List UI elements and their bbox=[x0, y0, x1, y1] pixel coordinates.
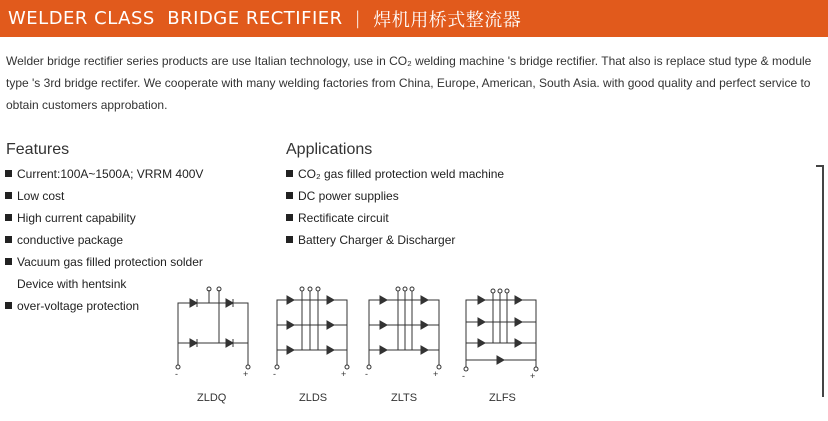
features-heading: Features bbox=[6, 141, 70, 158]
feature-label: over-voltage protection bbox=[17, 299, 140, 313]
circuit-zldq bbox=[176, 287, 250, 369]
intro-paragraph: Welder bridge rectifier series products are use Italian technology, use in CO₂ welding machine 's bridge rectifier. That also is replace stud type & module type 's 3rd bridge rectifer. We cooperate with many welding factories from China, Europe, American, South Asia. with good quality and perfect service to obtain customers approbation. bbox=[6, 54, 812, 112]
minus-terminal: - bbox=[365, 369, 368, 379]
application-item bbox=[286, 229, 504, 251]
diagram-label-zldq: ZLDQ bbox=[197, 392, 227, 404]
title-chinese: 焊机用桥式整流器 bbox=[373, 9, 522, 31]
bullet-square-icon bbox=[286, 192, 293, 199]
plus-terminal: + bbox=[341, 369, 347, 379]
bullet-square-icon bbox=[5, 170, 12, 177]
bullet-square-icon bbox=[5, 192, 12, 199]
diagram-label-zlds: ZLDS bbox=[299, 392, 328, 404]
feature-label: Current:100A~1500A; VRRM 400V bbox=[17, 167, 204, 181]
feature-item bbox=[5, 229, 203, 251]
side-bracket-line bbox=[822, 165, 824, 397]
bullet-square-icon bbox=[286, 236, 293, 243]
minus-terminal: - bbox=[175, 369, 178, 379]
feature-label: Vacuum gas filled protection solder bbox=[17, 255, 203, 269]
feature-item bbox=[5, 163, 203, 185]
feature-item bbox=[5, 251, 203, 273]
applications-heading: Applications bbox=[286, 141, 373, 158]
applications-list bbox=[286, 163, 504, 251]
diagram-label-zlfs: ZLFS bbox=[489, 392, 516, 404]
application-label: Battery Charger & Discharger bbox=[298, 233, 456, 247]
circuit-diagrams bbox=[0, 285, 560, 415]
minus-terminal: - bbox=[273, 369, 276, 379]
application-item bbox=[286, 163, 504, 185]
title-bar bbox=[0, 0, 828, 37]
application-item bbox=[286, 185, 504, 207]
bullet-square-icon bbox=[5, 236, 12, 243]
bullet-square-icon bbox=[5, 214, 12, 221]
application-item bbox=[286, 207, 504, 229]
circuit-zlfs bbox=[464, 289, 538, 371]
title-separator: | bbox=[354, 8, 362, 29]
application-label: Rectificate circuit bbox=[298, 211, 389, 225]
title-english: WELDER CLASS BRIDGE RECTIFIER bbox=[8, 8, 343, 29]
circuit-zlts bbox=[367, 287, 441, 369]
bullet-square-icon bbox=[286, 170, 293, 177]
bullet-square-icon bbox=[286, 214, 293, 221]
diagram-label-zlts: ZLTS bbox=[391, 392, 418, 404]
application-label: DC power supplies bbox=[298, 189, 399, 203]
plus-terminal: + bbox=[243, 369, 249, 379]
plus-terminal: + bbox=[530, 371, 536, 381]
feature-label: conductive package bbox=[17, 233, 124, 247]
feature-label: Device with hentsink bbox=[17, 277, 127, 291]
feature-label: High current capability bbox=[17, 211, 136, 225]
plus-terminal: + bbox=[433, 369, 439, 379]
side-bracket-tick bbox=[816, 165, 823, 167]
bullet-square-icon bbox=[5, 258, 12, 265]
minus-terminal: - bbox=[462, 371, 465, 381]
feature-label: Low cost bbox=[17, 189, 65, 203]
application-label: CO₂ gas filled protection weld machine bbox=[298, 167, 505, 181]
feature-item bbox=[5, 185, 203, 207]
circuit-zlds bbox=[275, 287, 349, 369]
feature-item bbox=[5, 207, 203, 229]
